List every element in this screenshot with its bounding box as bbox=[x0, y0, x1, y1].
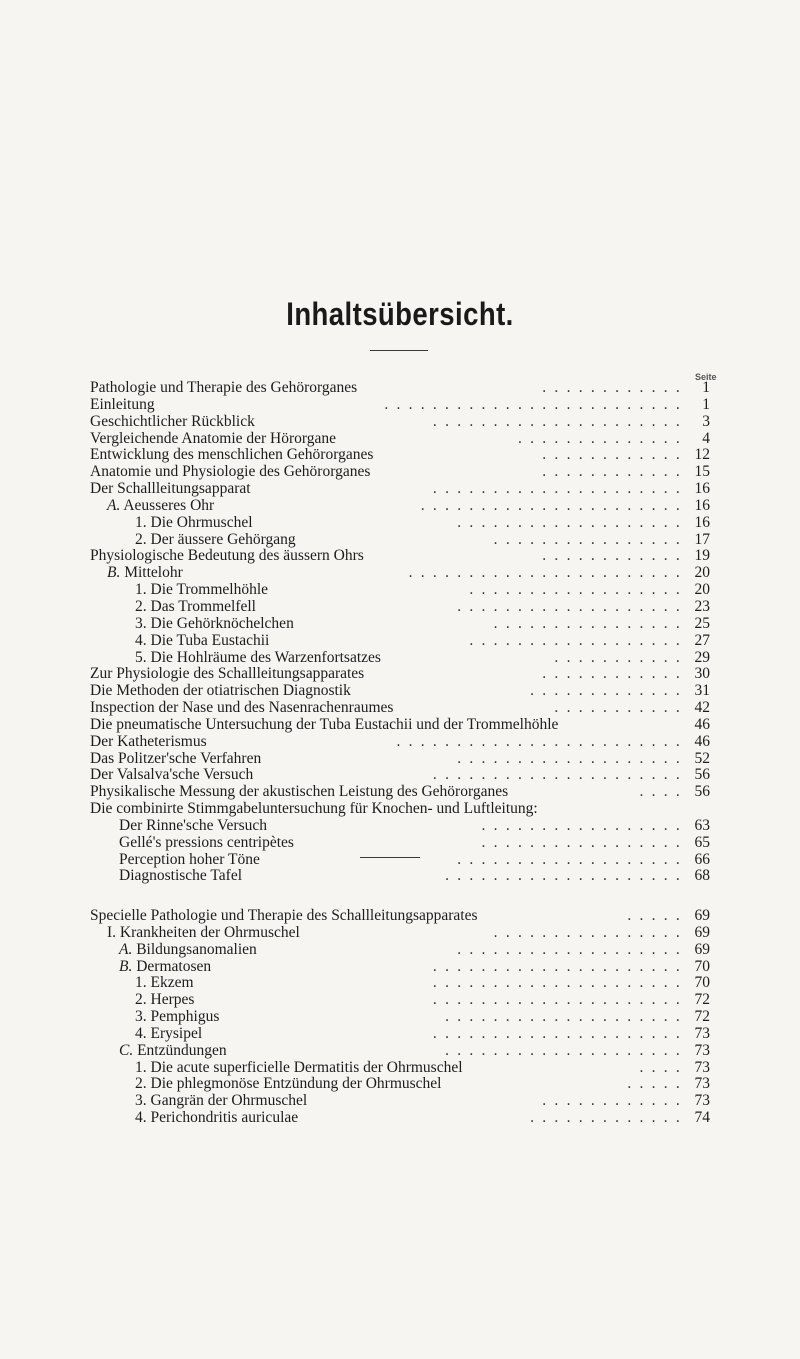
toc-entry bbox=[0, 868, 800, 885]
dot-leader: . . . . . . . . . . . . bbox=[542, 447, 682, 464]
toc-entry bbox=[0, 532, 800, 549]
toc-entry-label: Der Rinne'sche Versuch bbox=[119, 816, 267, 834]
toc-entry bbox=[0, 1026, 800, 1043]
toc-entry-label: Geschichtlicher Rückblick bbox=[90, 412, 255, 430]
toc-section-1 bbox=[0, 380, 800, 885]
dot-leader: . . . . . bbox=[627, 908, 682, 924]
toc-entry-page-number: 16 bbox=[694, 496, 710, 514]
toc-entry bbox=[0, 515, 800, 532]
dot-leader: . . . . . . . . . . . . . . . . . . . bbox=[457, 750, 682, 767]
toc-entry-label: 4. Die Tuba Eustachii bbox=[135, 631, 270, 649]
toc-entry-label: Die Methoden der otiatrischen Diagnostik bbox=[90, 682, 351, 700]
toc-entry bbox=[0, 801, 800, 818]
dot-leader: . . . . . . . . . . . . . . . . . . . . bbox=[445, 868, 682, 885]
dot-leader: . . . . . bbox=[627, 1076, 682, 1093]
toc-entry bbox=[0, 734, 800, 751]
toc-entry-label: Physiologische Bedeutung des äussern Ohrs bbox=[90, 547, 364, 565]
toc-entry bbox=[0, 397, 800, 414]
toc-entry-label: Das Politzer'sche Verfahren bbox=[90, 749, 262, 767]
toc-entry-label: Physikalische Messung der akustischen Leistung des Gehörorganes bbox=[90, 783, 509, 801]
toc-entry-label: Inspection der Nase und des Nasenrachenraumes bbox=[90, 699, 394, 717]
toc-entry-letter: B. bbox=[119, 957, 133, 975]
dot-leader: . . . . . . . . . . . . . . bbox=[517, 430, 682, 447]
dot-leader: . . . . . . . . . . . . . . . . bbox=[493, 531, 682, 548]
toc-entry bbox=[0, 683, 800, 700]
toc-entry bbox=[0, 666, 800, 683]
dot-leader: . . . . . . . . . . . . . . . . . . . bbox=[457, 851, 682, 868]
dot-leader: . . . . . . . . . . . . bbox=[542, 1093, 682, 1110]
toc-entry bbox=[0, 380, 800, 397]
toc-entry-page-number: 56 bbox=[694, 783, 710, 801]
toc-entry bbox=[0, 633, 800, 650]
toc-entry-page-number: 72 bbox=[694, 1008, 710, 1026]
toc-entry bbox=[0, 1110, 800, 1127]
toc-entry bbox=[0, 565, 800, 582]
toc-entry-page-number: 16 bbox=[694, 480, 710, 498]
toc-entry-page-number: 56 bbox=[694, 766, 710, 784]
dot-leader: . . . . . . . . . . . . bbox=[542, 548, 682, 565]
toc-entry-title: Bildungsanomalien bbox=[132, 940, 257, 958]
toc-entry bbox=[0, 431, 800, 448]
dot-leader: . . . . . . . . . . . . . . . . . . . . . bbox=[432, 958, 682, 975]
toc-entry-page-number: 27 bbox=[694, 631, 710, 649]
toc-entry-page-number: 72 bbox=[694, 991, 710, 1009]
toc-entry-letter: B. bbox=[107, 564, 121, 582]
toc-entry bbox=[0, 925, 800, 942]
toc-entry-label: 1. Die Ohrmuschel bbox=[135, 513, 253, 531]
dot-leader: . . . . . . . . . . . . . . . . . . . . . . . . bbox=[396, 733, 682, 750]
toc-entry bbox=[0, 959, 800, 976]
toc-entry-label: Vergleichende Anatomie der Hörorgane bbox=[90, 429, 337, 447]
toc-entry bbox=[0, 767, 800, 784]
dot-leader: . . . . . . . . . . . . . . . . . . . . . bbox=[432, 1025, 682, 1042]
dot-leader: . . . . . . . . . . . . . bbox=[530, 1110, 682, 1127]
toc-entry-page-number: 19 bbox=[694, 547, 710, 565]
toc-entry-label: Der Schallleitungsapparat bbox=[90, 480, 251, 498]
toc-entry bbox=[0, 852, 800, 869]
toc-entry bbox=[0, 942, 800, 959]
toc-entry-label: 3. Die Gehörknöchelchen bbox=[135, 614, 294, 632]
toc-entry-label: 5. Die Hohlräume des Warzenfortsatzes bbox=[135, 648, 381, 666]
toc-entry-page-number: 69 bbox=[694, 923, 710, 941]
toc-entry-label: Die pneumatische Untersuchung der Tuba Eustachii und der Trommelhöhle bbox=[90, 715, 559, 733]
toc-entry-title: Aeusseres Ohr bbox=[120, 496, 215, 514]
toc-entry bbox=[0, 548, 800, 565]
toc-entry-page-number: 31 bbox=[694, 682, 710, 700]
toc-entry-page-number: 20 bbox=[694, 581, 710, 599]
dot-leader: . . . . . . . . . . . . . . . . . . . . . bbox=[432, 767, 682, 784]
toc-entry-label: Specielle Pathologie und Therapie des Schallleitungsapparates bbox=[90, 907, 478, 924]
toc-entry-label bbox=[119, 959, 211, 976]
toc-entry-page-number: 63 bbox=[694, 816, 710, 834]
toc-entry bbox=[0, 784, 800, 801]
dot-leader: . . . . . . . . . . . . bbox=[542, 380, 682, 396]
toc-entry-page-number: 1 bbox=[702, 395, 710, 413]
toc-entry bbox=[0, 975, 800, 992]
dot-leader: . . . . . . . . . . . . . . . . . . . . . bbox=[432, 481, 682, 498]
toc-entry bbox=[0, 700, 800, 717]
toc-entry-title: Mittelohr bbox=[120, 564, 183, 582]
toc-entry-page-number: 1 bbox=[702, 379, 710, 396]
toc-entry bbox=[0, 1093, 800, 1110]
toc-entry-page-number: 4 bbox=[702, 429, 710, 447]
toc-entry bbox=[0, 582, 800, 599]
toc-entry-label: Perception hoher Töne bbox=[119, 850, 260, 868]
toc-entry-label: I. Krankheiten der Ohrmuschel bbox=[107, 923, 300, 941]
toc-entry-page-number: 3 bbox=[702, 412, 710, 430]
toc-section-2 bbox=[0, 908, 800, 1127]
toc-entry-page-number: 65 bbox=[694, 833, 710, 851]
toc-entry-page-number: 52 bbox=[694, 749, 710, 767]
toc-entry-page-number: 16 bbox=[694, 513, 710, 531]
toc-entry-label: Diagnostische Tafel bbox=[119, 867, 243, 885]
toc-entry bbox=[0, 1060, 800, 1077]
toc-entry bbox=[0, 414, 800, 431]
toc-entry-label: Gellé's pressions centripètes bbox=[119, 833, 294, 851]
dot-leader: . . . . . . . . . . . . . . . . . . . . . bbox=[432, 992, 682, 1009]
dot-leader: . . . . . . . . . . . . . . . . . . . . bbox=[445, 1042, 682, 1059]
toc-entry-page-number: 12 bbox=[694, 446, 710, 464]
toc-entry bbox=[0, 498, 800, 515]
dot-leader: . . . . . . . . . . . . . . . . . bbox=[481, 817, 682, 834]
dot-leader: . . . . . . . . . . . . . bbox=[530, 683, 682, 700]
toc-entry-page-number: 73 bbox=[694, 1058, 710, 1076]
toc-entry bbox=[0, 1043, 800, 1060]
section-divider bbox=[360, 857, 420, 858]
dot-leader: . . . . . . . . . . . . . . . . . . . . bbox=[445, 1009, 682, 1026]
toc-entry bbox=[0, 1076, 800, 1093]
dot-leader: . . . . . . . . . . . bbox=[554, 649, 682, 666]
toc-entry-label: Der Katheterismus bbox=[90, 732, 207, 750]
dot-leader: . . . . . . . . . . . . . . . . . . bbox=[469, 582, 682, 599]
toc-entry-label bbox=[119, 942, 257, 959]
toc-entry-label: 4. Perichondritis auriculae bbox=[135, 1109, 299, 1127]
toc-entry bbox=[0, 751, 800, 768]
toc-entry-label: 1. Ekzem bbox=[135, 974, 194, 992]
toc-entry-label: 2. Die phlegmonöse Entzündung der Ohrmuschel bbox=[135, 1075, 442, 1093]
toc-entry-label: Anatomie und Physiologie des Gehörorganes bbox=[90, 463, 371, 481]
toc-entry-label: 1. Die Trommelhöhle bbox=[135, 581, 269, 599]
toc-entry-page-number: 17 bbox=[694, 530, 710, 548]
toc-entry-page-number: 15 bbox=[694, 463, 710, 481]
toc-entry-label bbox=[107, 565, 183, 582]
toc-entry bbox=[0, 818, 800, 835]
toc-entry bbox=[0, 717, 800, 734]
toc-entry bbox=[0, 464, 800, 481]
page-column-header: Seite bbox=[695, 372, 717, 382]
dot-leader: . . . . . . . . . . . . bbox=[542, 666, 682, 683]
toc-entry-page-number: 73 bbox=[694, 1075, 710, 1093]
toc-entry-page-number: 30 bbox=[694, 665, 710, 683]
toc-entry-label: Der Valsalva'sche Versuch bbox=[90, 766, 254, 784]
toc-entry-label: Entwicklung des menschlichen Gehörorganes bbox=[90, 446, 374, 464]
toc-entry bbox=[0, 616, 800, 633]
dot-leader: . . . . bbox=[639, 784, 682, 801]
dot-leader: . . . . . . . . . . . bbox=[554, 700, 682, 717]
dot-leader: . . . . . . . . . . . . . . . . . . . . . . . . . bbox=[384, 396, 682, 413]
toc-entry-page-number: 70 bbox=[694, 974, 710, 992]
toc-entry-letter: A. bbox=[107, 496, 121, 514]
toc-entry-label: 1. Die acute superficielle Dermatitis der Ohrmuschel bbox=[135, 1058, 463, 1076]
toc-entry-label: 2. Das Trommelfell bbox=[135, 597, 256, 615]
dot-leader: . . . . bbox=[639, 1059, 682, 1076]
page-title: Inhaltsübersicht. bbox=[286, 296, 514, 332]
toc-entry-page-number: 69 bbox=[694, 940, 710, 958]
toc-entry-page-number: 70 bbox=[694, 957, 710, 975]
toc-entry bbox=[0, 992, 800, 1009]
toc-entry-page-number: 73 bbox=[694, 1041, 710, 1059]
toc-entry-label bbox=[119, 1043, 227, 1060]
dot-leader: . . . . . . . . . . . . . . . . . . . . . . . bbox=[408, 565, 682, 582]
toc-entry-letter: A. bbox=[119, 940, 133, 958]
dot-leader: . . . . . . . . . . . . . . . . bbox=[493, 924, 682, 941]
dot-leader: . . . . . . . . . . . . . . . . . . . . . bbox=[432, 413, 682, 430]
toc-entry-page-number: 69 bbox=[694, 907, 710, 924]
toc-entry-label: 4. Erysipel bbox=[135, 1024, 203, 1042]
dot-leader: . . . . . . . . . . . . . . . . bbox=[493, 615, 682, 632]
toc-entry-page-number: 46 bbox=[694, 732, 710, 750]
toc-entry-title: Entzündungen bbox=[133, 1041, 227, 1059]
toc-entry-label: 2. Der äussere Gehörgang bbox=[135, 530, 296, 548]
dot-leader: . . . . . . . . . . . . . . . . . bbox=[481, 834, 682, 851]
dot-leader: . . . . . . . . . . . . . . . . . . . bbox=[457, 941, 682, 958]
toc-entry bbox=[0, 1009, 800, 1026]
toc-entry bbox=[0, 481, 800, 498]
toc-entry-page-number: 74 bbox=[694, 1109, 710, 1127]
toc-entry-page-number: 20 bbox=[694, 564, 710, 582]
toc-entry-label: Zur Physiologie des Schallleitungsapparates bbox=[90, 665, 365, 683]
toc-entry-page-number: 25 bbox=[694, 614, 710, 632]
toc-entry-label: 3. Gangrän der Ohrmuschel bbox=[135, 1092, 308, 1110]
toc-entry-letter: C. bbox=[119, 1041, 134, 1059]
dot-leader: . . . . . . . . . . . . . . . . . . . . . . bbox=[420, 497, 682, 514]
toc-entry-label: 3. Pemphigus bbox=[135, 1008, 220, 1026]
toc-entry bbox=[0, 835, 800, 852]
dot-leader: . . . . . . . . . . . . . . . . . . . bbox=[457, 598, 682, 615]
toc-entry bbox=[0, 908, 800, 925]
toc-entry-label: 2. Herpes bbox=[135, 991, 195, 1009]
toc-entry-label: Pathologie und Therapie des Gehörorganes bbox=[90, 379, 358, 396]
dot-leader: . . . . . . . . . . . . . . . . . . . bbox=[457, 514, 682, 531]
toc-entry-page-number: 29 bbox=[694, 648, 710, 666]
toc-entry-page-number: 66 bbox=[694, 850, 710, 868]
toc-entry-page-number: 73 bbox=[694, 1024, 710, 1042]
toc-entry bbox=[0, 599, 800, 616]
toc-entry-label: Die combinirte Stimmgabeluntersuchung für Knochen- und Luftleitung: bbox=[90, 800, 538, 818]
dot-leader: . . . . . . . . . . . . . . . . . . bbox=[469, 632, 682, 649]
toc-entry-page-number: 46 bbox=[694, 715, 710, 733]
toc-entry bbox=[0, 447, 800, 464]
toc-entry-label bbox=[107, 498, 214, 515]
dot-leader: . . . . . . . . . . . . bbox=[542, 464, 682, 481]
dot-leader: . . . . . . . . . . . . . . . . . . . . . bbox=[432, 975, 682, 992]
toc-entry bbox=[0, 650, 800, 667]
toc-entry-page-number: 73 bbox=[694, 1092, 710, 1110]
toc-entry-label: Einleitung bbox=[90, 395, 155, 413]
toc-entry-page-number: 42 bbox=[694, 699, 710, 717]
toc-entry-page-number: 23 bbox=[694, 597, 710, 615]
toc-entry-page-number: 68 bbox=[694, 867, 710, 885]
title-divider bbox=[370, 350, 428, 351]
toc-entry-title: Dermatosen bbox=[132, 957, 212, 975]
